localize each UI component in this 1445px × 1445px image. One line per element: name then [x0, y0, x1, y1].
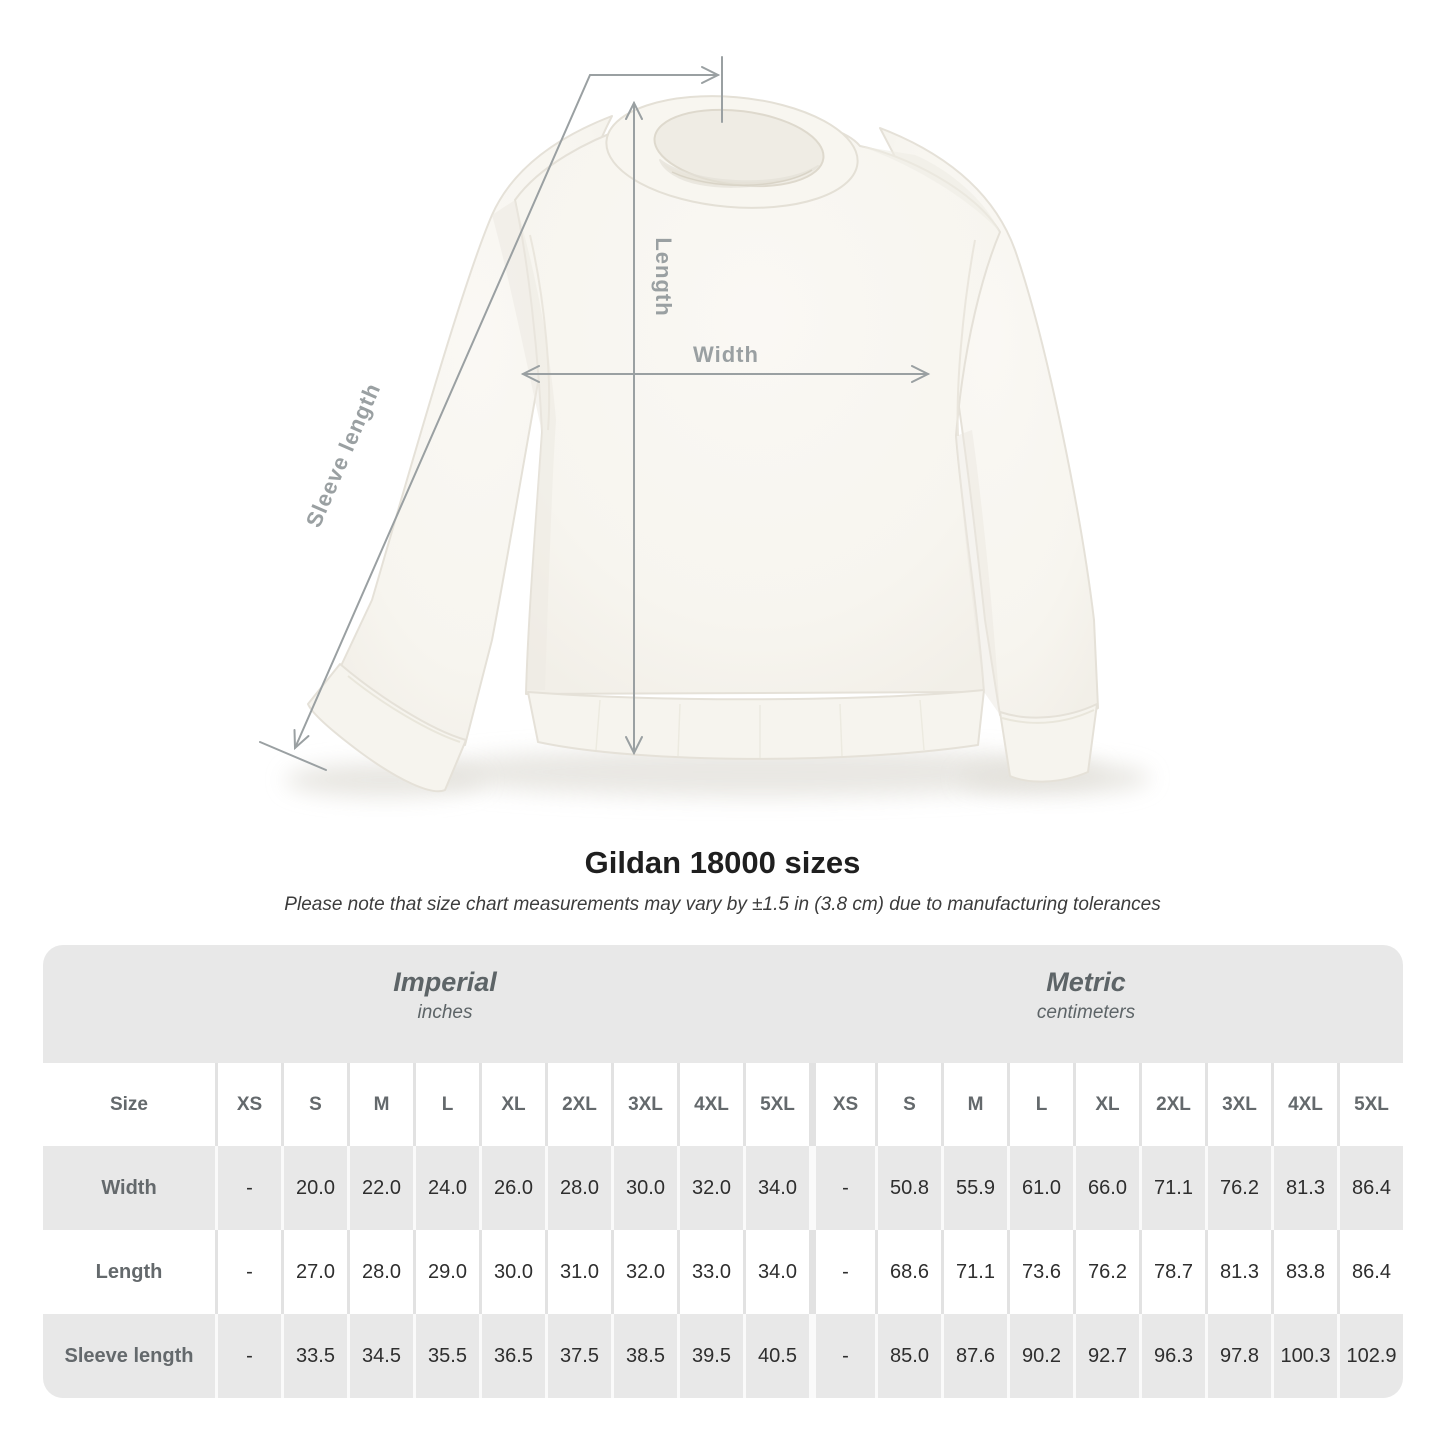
value-cell: 20.0	[281, 1146, 347, 1230]
value-cell: -	[809, 1230, 875, 1314]
value-cell: 28.0	[545, 1146, 611, 1230]
size-col-header: L	[1007, 1063, 1073, 1146]
value-cell: 33.0	[677, 1230, 743, 1314]
value-cell: -	[809, 1314, 875, 1398]
value-cell: 68.6	[875, 1230, 941, 1314]
size-col-header: XL	[479, 1063, 545, 1146]
value-cell: 76.2	[1205, 1146, 1271, 1230]
imperial-title: Imperial	[393, 967, 497, 997]
value-cell: 78.7	[1139, 1230, 1205, 1314]
value-cell: 71.1	[941, 1230, 1007, 1314]
value-cell: 61.0	[1007, 1146, 1073, 1230]
value-cell: 102.9	[1337, 1314, 1403, 1398]
size-col-header: XS	[215, 1063, 281, 1146]
value-cell: -	[215, 1230, 281, 1314]
size-corner-label: Size	[43, 1063, 215, 1146]
value-cell: 38.5	[611, 1314, 677, 1398]
value-cell: 30.0	[611, 1146, 677, 1230]
value-cell: 28.0	[347, 1230, 413, 1314]
size-col-header: 4XL	[1271, 1063, 1337, 1146]
value-cell: 97.8	[1205, 1314, 1271, 1398]
value-cell: 71.1	[1139, 1146, 1205, 1230]
value-cell: 96.3	[1139, 1314, 1205, 1398]
size-col-header: M	[347, 1063, 413, 1146]
value-cell: 37.5	[545, 1314, 611, 1398]
value-cell: 32.0	[677, 1146, 743, 1230]
size-col-header: 5XL	[1337, 1063, 1403, 1146]
value-cell: 76.2	[1073, 1230, 1139, 1314]
value-cell: 22.0	[347, 1146, 413, 1230]
page-title: Gildan 18000 sizes	[584, 845, 861, 880]
value-cell: 86.4	[1337, 1146, 1403, 1230]
row-label: Width	[43, 1146, 215, 1230]
value-cell: 87.6	[941, 1314, 1007, 1398]
size-col-header: 4XL	[677, 1063, 743, 1146]
sleeve-measure-label: Sleeve length	[300, 379, 386, 531]
size-col-header: S	[281, 1063, 347, 1146]
length-measure-label: Length	[651, 237, 676, 317]
tolerance-note: Please note that size chart measurements may vary by ±1.5 in (3.8 cm) due to manufacturing tolerances	[284, 894, 1161, 915]
size-col-header: 3XL	[611, 1063, 677, 1146]
value-cell: 35.5	[413, 1314, 479, 1398]
value-cell: -	[215, 1146, 281, 1230]
size-col-header: L	[413, 1063, 479, 1146]
row-label: Sleeve length	[43, 1314, 215, 1398]
size-col-header: 2XL	[545, 1063, 611, 1146]
value-cell: 90.2	[1007, 1314, 1073, 1398]
value-cell: 86.4	[1337, 1230, 1403, 1314]
value-cell: 29.0	[413, 1230, 479, 1314]
value-cell: 30.0	[479, 1230, 545, 1314]
value-cell: 50.8	[875, 1146, 941, 1230]
metric-header	[1037, 965, 1135, 1027]
value-cell: 83.8	[1271, 1230, 1337, 1314]
value-cell: 24.0	[413, 1146, 479, 1230]
unit-header-band	[43, 945, 1403, 1063]
value-cell: 34.0	[743, 1146, 809, 1230]
value-cell: 33.5	[281, 1314, 347, 1398]
value-cell: 40.5	[743, 1314, 809, 1398]
size-col-header: 2XL	[1139, 1063, 1205, 1146]
value-cell: 100.3	[1271, 1314, 1337, 1398]
size-col-header: 3XL	[1205, 1063, 1271, 1146]
value-cell: 27.0	[281, 1230, 347, 1314]
width-measure-label: Width	[693, 342, 759, 367]
size-grid	[43, 1063, 1403, 1398]
value-cell: 26.0	[479, 1146, 545, 1230]
imperial-header	[393, 965, 497, 1027]
value-cell: -	[809, 1146, 875, 1230]
value-cell: 81.3	[1205, 1230, 1271, 1314]
value-cell: 92.7	[1073, 1314, 1139, 1398]
size-col-header: S	[875, 1063, 941, 1146]
value-cell: 85.0	[875, 1314, 941, 1398]
value-cell: 55.9	[941, 1146, 1007, 1230]
size-col-header: XS	[809, 1063, 875, 1146]
value-cell: 73.6	[1007, 1230, 1073, 1314]
value-cell: 39.5	[677, 1314, 743, 1398]
value-cell: 66.0	[1073, 1146, 1139, 1230]
row-label: Length	[43, 1230, 215, 1314]
size-col-header: XL	[1073, 1063, 1139, 1146]
value-cell: 34.0	[743, 1230, 809, 1314]
sweatshirt	[308, 86, 1098, 791]
metric-title: Metric	[1046, 967, 1126, 997]
size-col-header: 5XL	[743, 1063, 809, 1146]
value-cell: 81.3	[1271, 1146, 1337, 1230]
value-cell: 32.0	[611, 1230, 677, 1314]
imperial-unit-label: inches	[417, 1002, 473, 1023]
value-cell: 31.0	[545, 1230, 611, 1314]
size-table	[43, 945, 1403, 1398]
metric-unit-label: centimeters	[1036, 1002, 1136, 1023]
value-cell: 34.5	[347, 1314, 413, 1398]
size-col-header: M	[941, 1063, 1007, 1146]
value-cell: -	[215, 1314, 281, 1398]
value-cell: 36.5	[479, 1314, 545, 1398]
